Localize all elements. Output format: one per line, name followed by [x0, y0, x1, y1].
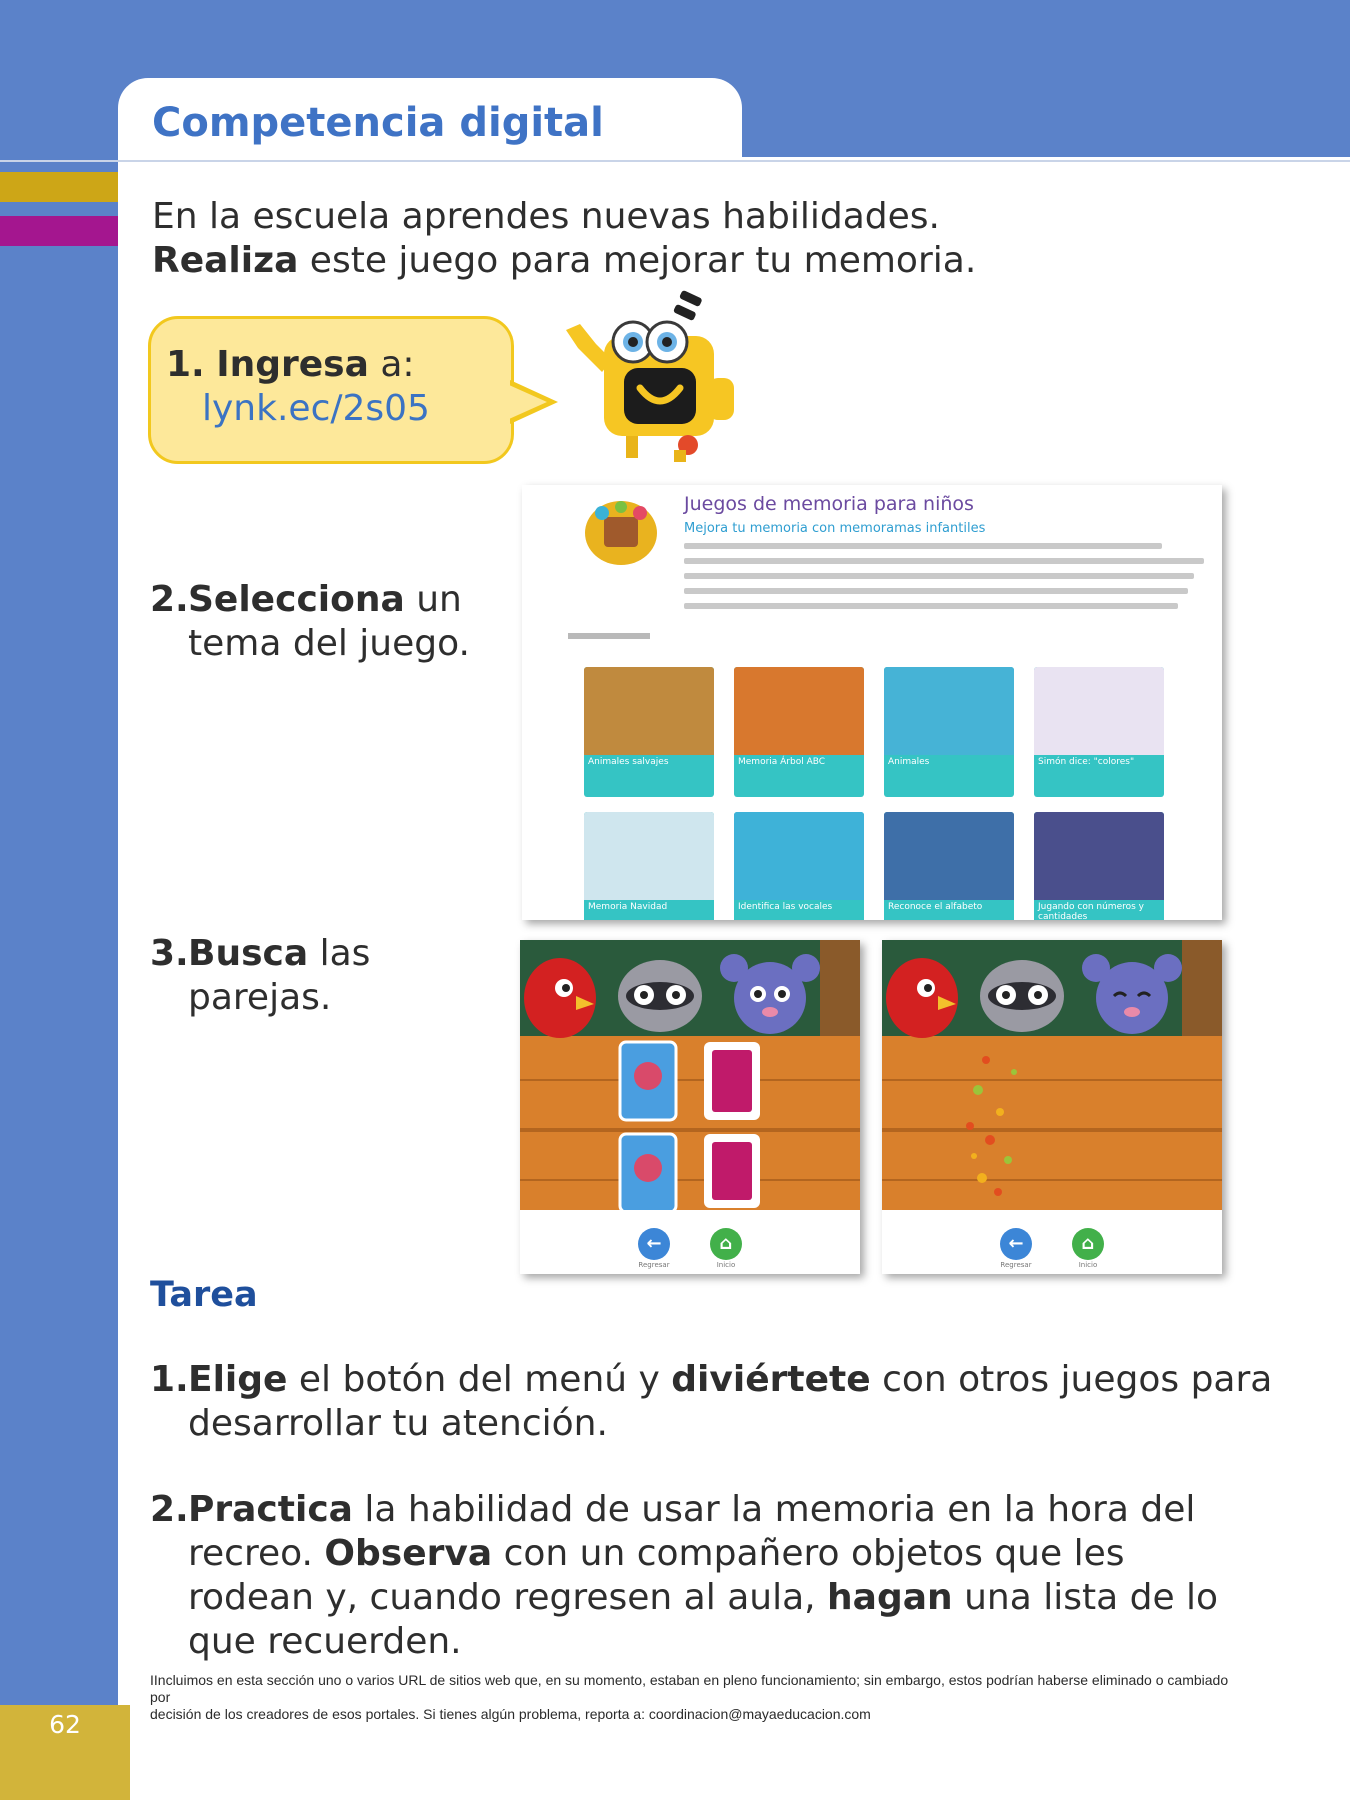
memory-game-scene — [520, 940, 860, 1210]
tarea-item-2-line-3 — [150, 1576, 1218, 1620]
game-thumbnail — [584, 812, 714, 900]
url-link[interactable]: lynk.ec/2s05 — [202, 388, 430, 429]
website-screenshot — [522, 485, 1222, 920]
home-button[interactable]: ⌂ — [710, 1228, 742, 1260]
game-screenshot-1 — [520, 940, 860, 1274]
step-3-num: 3. — [150, 933, 189, 974]
step-3 — [150, 932, 370, 1020]
page-number: 62 — [49, 1710, 81, 1739]
tarea-item-1-line-2: desarrollar tu atención. — [188, 1403, 608, 1444]
back-label: Regresar — [638, 1261, 670, 1269]
tarea-text: recreo. — [188, 1533, 325, 1574]
step-3-line-1 — [150, 932, 370, 976]
website-title: Juegos de memoria para niños — [684, 493, 974, 515]
tarea-item-2 — [150, 1488, 1218, 1664]
home-label: Inicio — [716, 1261, 736, 1269]
game-screenshot-2 — [882, 940, 1222, 1274]
game-label: Jugando con números y cantidades — [1038, 902, 1144, 920]
home-button[interactable]: ⌂ — [1072, 1228, 1104, 1260]
intro-rest: este juego para mejorar tu memoria. — [298, 240, 977, 281]
website-subtitle: Mejora tu memoria con memoramas infantiles — [684, 521, 986, 536]
text-line — [684, 543, 1162, 549]
text-line — [684, 603, 1178, 609]
game-card[interactable] — [884, 667, 1014, 797]
step-2-verb: Selecciona — [188, 579, 405, 620]
text-line — [684, 573, 1194, 579]
tarea-text: la habilidad de usar la memoria en la hora del — [352, 1489, 1196, 1530]
header-rule — [0, 160, 1350, 162]
step-3-line-2: parejas. — [188, 977, 332, 1018]
tarea-item-2-line-4: que recuerden. — [188, 1621, 462, 1662]
speech-bubble-tail-fill — [509, 385, 547, 419]
step-3-verb: Busca — [188, 933, 309, 974]
step-3-rest: las — [308, 933, 371, 974]
game-label: Animales salvajes — [588, 757, 669, 767]
tarea-item-2-line-1 — [150, 1488, 1218, 1532]
game-label: Identifica las vocales — [738, 902, 833, 912]
game-thumbnail — [734, 667, 864, 755]
game-label: Simón dice: "colores" — [1038, 757, 1135, 767]
robot-mascot-icon — [556, 290, 756, 470]
game-thumbnail — [884, 667, 1014, 755]
footnote-line-1: IIncluimos en esta sección uno o varios URL de sitios web que, en su momento, estaban en pleno funcionamiento; sin embargo, estos podrían haberse eliminado o cambiado por — [150, 1672, 1229, 1705]
step-2 — [150, 578, 470, 666]
tarea-verb: hagan — [827, 1577, 953, 1618]
back-label: Regresar — [1000, 1261, 1032, 1269]
game-thumbnail — [884, 812, 1014, 900]
game-card[interactable] — [584, 667, 714, 797]
game-label: Memoria Árbol ABC — [738, 757, 826, 767]
intro-verb: Realiza — [152, 240, 299, 281]
back-button[interactable]: ← — [1000, 1228, 1032, 1260]
tarea-text: rodean y, cuando regresen al aula, — [188, 1577, 828, 1618]
tarea-verb: Observa — [324, 1533, 493, 1574]
footnote-line-2: decisión de los creadores de esos portales. Si tienes algún problema, reporta a: coordinacion@mayaeducacion.com — [150, 1706, 871, 1722]
game-thumbnail — [1034, 667, 1164, 755]
game-label: Memoria Navidad — [588, 902, 668, 912]
game-card[interactable] — [1034, 667, 1164, 797]
tarea-verb: Elige — [188, 1359, 288, 1400]
tarea-heading: Tarea — [150, 1275, 258, 1315]
step-1 — [166, 344, 415, 385]
tarea-text: con un compañero objetos que les — [492, 1533, 1125, 1574]
game-card[interactable] — [734, 667, 864, 797]
tarea-verb: Practica — [188, 1489, 353, 1530]
game-label: Animales — [888, 757, 930, 767]
gold-stripe — [0, 172, 118, 202]
step-1-rest: a: — [368, 344, 415, 385]
tarea-text: con otros juegos para — [870, 1359, 1273, 1400]
step-2-rest: un — [404, 579, 462, 620]
step-2-num: 2. — [150, 579, 189, 620]
footnote — [150, 1672, 1240, 1723]
website-description — [684, 543, 1204, 617]
game-thumbnail — [584, 667, 714, 755]
tarea-verb: diviértete — [671, 1359, 871, 1400]
tarea-item-1-line-1 — [150, 1358, 1272, 1402]
tarea-item-2-line-2 — [150, 1532, 1218, 1576]
magenta-stripe — [0, 216, 118, 246]
game-card[interactable] — [1034, 812, 1164, 920]
game-thumbnail — [1034, 812, 1164, 900]
step-1-verb: Ingresa — [216, 344, 369, 385]
game-card[interactable] — [884, 812, 1014, 920]
tarea-text: el botón del menú y — [287, 1359, 672, 1400]
intro-line-1: En la escuela aprendes nuevas habilidades. — [152, 196, 940, 237]
left-margin-band — [0, 157, 118, 1705]
game-thumbnail — [734, 812, 864, 900]
page-title: Competencia digital — [152, 100, 604, 146]
memory-game-scene-matched — [882, 940, 1222, 1210]
powered-by-mark — [568, 633, 650, 639]
text-line — [684, 558, 1204, 564]
tarea-item-1 — [150, 1358, 1272, 1446]
intro-line-2 — [152, 239, 976, 283]
tarea-item-2-num: 2. — [150, 1489, 189, 1530]
home-label: Inicio — [1078, 1261, 1098, 1269]
intro-text — [152, 195, 976, 283]
game-card[interactable] — [584, 812, 714, 920]
back-button[interactable]: ← — [638, 1228, 670, 1260]
memory-game-logo-icon — [582, 495, 660, 567]
tarea-text: una lista de lo — [952, 1577, 1219, 1618]
text-line — [684, 588, 1188, 594]
step-1-num: 1. — [166, 344, 205, 385]
step-2-line-1 — [150, 578, 470, 622]
tarea-item-1-num: 1. — [150, 1359, 189, 1400]
game-card[interactable] — [734, 812, 864, 920]
game-label: Reconoce el alfabeto — [888, 902, 983, 912]
step-2-line-2: tema del juego. — [188, 623, 470, 664]
